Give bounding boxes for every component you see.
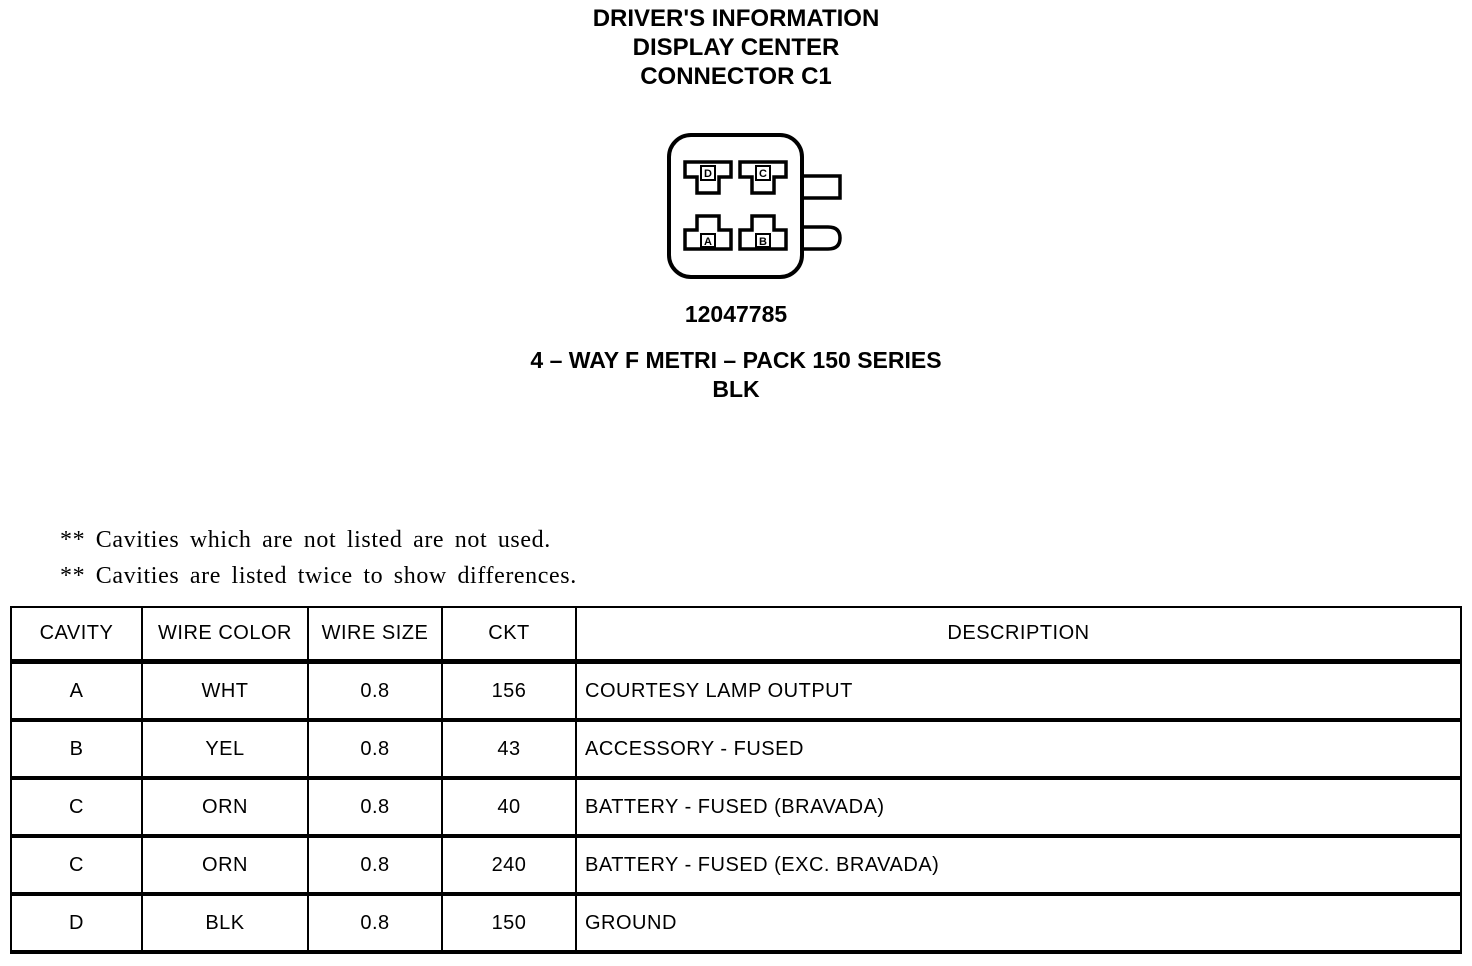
cell-cavity: D [11,894,142,952]
connector-latch-bottom [802,227,840,249]
cell-description: COURTESY LAMP OUTPUT [576,662,1461,721]
cavity-label-d: D [704,168,712,180]
cell-wire-size: 0.8 [308,778,442,836]
cavity-b [740,216,786,249]
table-header-row [11,607,1461,662]
cell-cavity: C [11,836,142,894]
connector-color: BLK [712,376,760,402]
cell-wire-color: ORN [142,836,308,894]
header-wire-color: WIRE COLOR [142,607,308,662]
cell-cavity: C [11,778,142,836]
title-line-1: DRIVER'S INFORMATION [592,5,880,32]
cell-cavity: A [11,662,142,721]
cell-description: BATTERY - FUSED (EXC. BRAVADA) [576,836,1461,894]
connector-latch-top [802,176,840,198]
connector-type [0,346,1472,404]
cell-description: BATTERY - FUSED (BRAVADA) [576,778,1461,836]
pinout-table [10,606,1462,954]
cell-ckt: 40 [442,778,576,836]
cell-wire-size: 0.8 [308,894,442,952]
cell-description: ACCESSORY - FUSED [576,720,1461,778]
part-number: 12047785 [684,301,788,327]
cavity-d [685,162,731,193]
connector-face-diagram [664,130,854,282]
table-row [11,894,1461,952]
cavity-c [740,162,786,193]
cell-wire-size: 0.8 [308,662,442,721]
connector-title [0,4,1472,91]
cell-wire-size: 0.8 [308,836,442,894]
connector-body [669,135,802,277]
table-row [11,662,1461,721]
title-line-3: CONNECTOR C1 [640,63,832,90]
connector-type-line-1: 4 – WAY F METRI – PACK 150 SERIES [530,347,942,373]
cavity-label-c: C [759,168,767,180]
header-description: DESCRIPTION [576,607,1461,662]
notes [60,522,577,594]
header-cavity: CAVITY [11,607,142,662]
table-row [11,778,1461,836]
title-line-2: DISPLAY CENTER [632,34,840,61]
cell-wire-color: ORN [142,778,308,836]
cell-ckt: 156 [442,662,576,721]
cavity-a [685,216,731,249]
cell-wire-size: 0.8 [308,720,442,778]
header-ckt: CKT [442,607,576,662]
cell-wire-color: YEL [142,720,308,778]
table-row [11,720,1461,778]
cell-wire-color: BLK [142,894,308,952]
note-listed-twice: ** Cavities are listed twice to show differences. [60,563,577,589]
cell-wire-color: WHT [142,662,308,721]
cell-description: GROUND [576,894,1461,952]
header-wire-size: WIRE SIZE [308,607,442,662]
cavity-label-b: B [759,236,767,248]
table-row [11,836,1461,894]
cell-cavity: B [11,720,142,778]
cell-ckt: 150 [442,894,576,952]
cell-ckt: 240 [442,836,576,894]
cavity-label-a: A [704,236,712,248]
cell-ckt: 43 [442,720,576,778]
note-unlisted-cavities: ** Cavities which are not listed are not used. [60,527,551,553]
